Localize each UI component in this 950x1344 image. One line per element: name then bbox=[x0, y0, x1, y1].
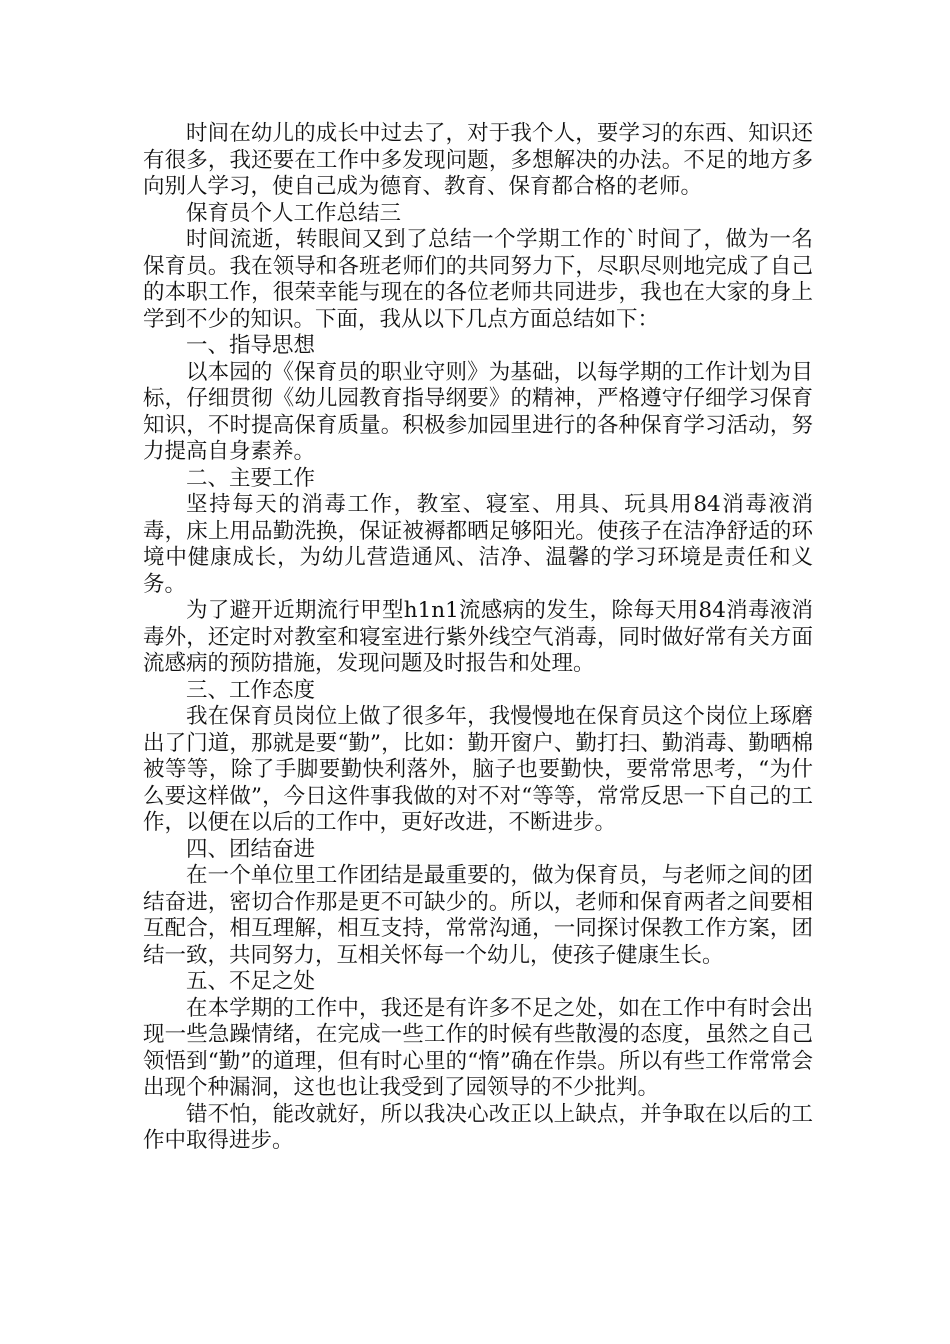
paragraph: 错不怕，能改就好，所以我决心改正以上缺点，并争取在以后的工作中取得进步。 bbox=[143, 1101, 813, 1153]
section-heading: 保育员个人工作总结三 bbox=[186, 200, 402, 226]
paragraph: 在本学期的工作中，我还是有许多不足之处，如在工作中有时会出现一些急躁情绪，在完成一些工作的时候有些散漫的态度，虽然之自己领悟到“勤”的道理，但有时心里的“惰”确在作祟。所以有些工作常常会出现个种漏洞，这也也让我受到了园领导的不少批判。 bbox=[143, 995, 813, 1100]
paragraph: 我在保育员岗位上做了很多年，我慢慢地在保育员这个岗位上琢磨出了门道，那就是要“勤”，比如：勤开窗户、勤打扫、勤消毒、勤晒棉被等等，除了手脚要勤快利落外，脑子也要勤快，要常常思考，“为什么要这样做”，今日这件事我做的对不对“等等，常常反思一下自己的工作，以便在以后的工作中，更好改进，不断进步。 bbox=[143, 704, 813, 835]
section-heading: 二、主要工作 bbox=[186, 465, 316, 491]
section-heading: 一、指导思想 bbox=[186, 333, 316, 358]
paragraph: 时间流逝，转眼间又到了总结一个学期工作的`时间了，做为一名保育员。我在领导和各班老师们的共同努力下，尽职尽则地完成了自己的本职工作，很荣幸能与现在的各位老师共同进步，我也在大家的身上学到不少的知识。下面，我从以下几点方面总结如下： bbox=[143, 227, 813, 332]
paragraph: 在一个单位里工作团结是最重要的，做为保育员，与老师之间的团结奋进，密切合作那是更不可缺少的。所以，老师和保育两者之间要相互配合，相互理解，相互支持，常常沟通，一同探讨保教工作方案，团结一致，共同努力，互相关怀每一个幼儿，使孩子健康生长。 bbox=[143, 863, 813, 968]
paragraph: 以本园的《保育员的职业守则》为基础，以每学期的工作计划为目标，仔细贯彻《幼儿园教育指导纲要》的精神，严格遵守仔细学习保育知识，不时提高保育质量。积极参加园里进行的各种保育学习活动，努力提高自身素养。 bbox=[143, 359, 813, 464]
paragraph: 坚持每天的消毒工作，教室、寝室、用具、玩具用84消毒液消毒，床上用品勤洗换，保证被褥都晒足够阳光。使孩子在洁净舒适的环境中健康成长，为幼儿营造通风、洁净、温馨的学习环境是责任和义务。 bbox=[143, 492, 813, 597]
paragraph: 为了避开近期流行甲型h1n1流感病的发生，除每天用84消毒液消毒外，还定时对教室和寝室进行紫外线空气消毒，同时做好常有关方面流感病的预防措施，发现问题及时报告和处理。 bbox=[143, 598, 813, 676]
paragraph: 时间在幼儿的成长中过去了，对于我个人，要学习的东西、知识还有很多，我还要在工作中多发现问题，多想解决的办法。不足的地方多向别人学习，使自己成为德育、教育、保育都合格的老师。 bbox=[143, 121, 813, 199]
section-heading: 四、团结奋进 bbox=[186, 836, 316, 862]
section-heading: 三、工作态度 bbox=[186, 677, 316, 703]
section-heading: 五、不足之处 bbox=[186, 969, 316, 994]
document-body bbox=[143, 121, 813, 1155]
